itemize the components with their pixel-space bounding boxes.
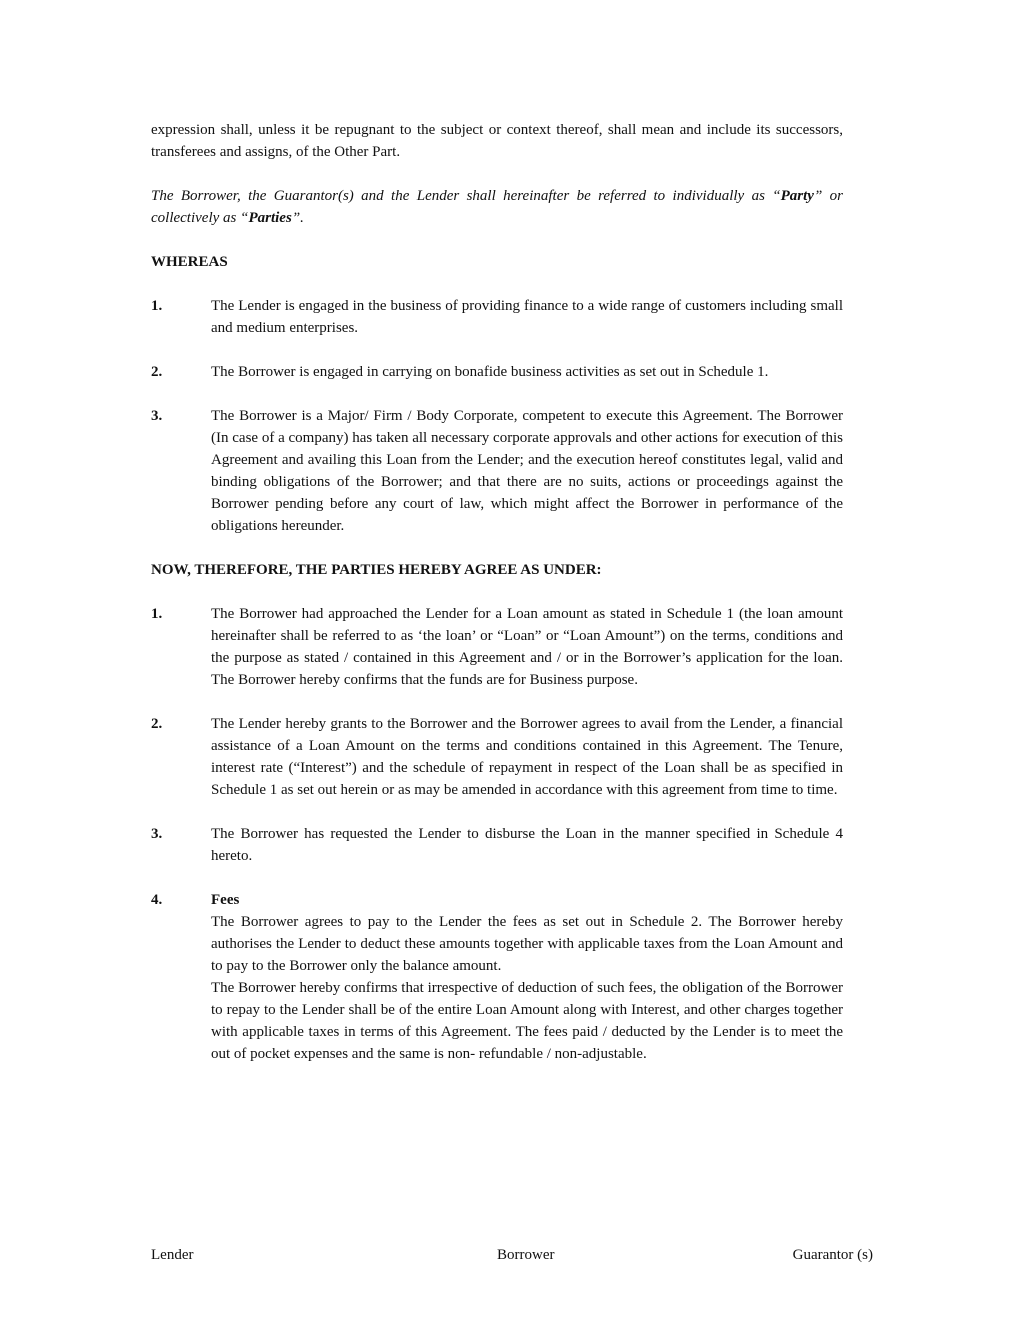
- parties-def-middle: ” or collectively as “: [151, 188, 843, 226]
- whereas-item-3: [151, 405, 843, 537]
- item-text: The Borrower is engaged in carrying on bonafide business activities as set out in Schedule 1.: [211, 364, 769, 380]
- parties-def-suffix: ”.: [291, 210, 304, 226]
- item-number: 3.: [151, 826, 163, 842]
- item-number: 2.: [151, 716, 163, 732]
- item-text: The Lender hereby grants to the Borrower and the Borrower agrees to avail from the Lender, a financial assistance of a Loan Amount on the terms and conditions contained in this Agreement. The Tenure, interest rate (“Interest”) and the schedule of repayment in respect of the Loan shall be as specified in Schedule 1 as set out herein or as may be amended in accordance with this agreement from time to time.: [211, 716, 843, 798]
- intro-paragraph: expression shall, unless it be repugnant to the subject or context thereof, shall mean and include its successors, transferees and assigns, of the Other Part.: [151, 122, 843, 160]
- item-text: The Borrower has requested the Lender to disburse the Loan in the manner specified in Schedule 4 hereto.: [211, 826, 843, 864]
- footer-lender: Lender: [151, 1247, 194, 1263]
- document-page: [151, 119, 843, 1087]
- whereas-item-1: [151, 295, 843, 339]
- agree-item-3: [151, 823, 843, 867]
- item-text: The Borrower had approached the Lender for a Loan amount as stated in Schedule 1 (the loan amount hereinafter shall be referred to as ‘the loan’ or “Loan” or “Loan Amount”) on the terms, conditions and the purpose as stated / contained in this Agreement and / or in the Borrower’s application for the loan. The Borrower hereby confirms that the funds are for Business purpose.: [211, 606, 843, 688]
- party-term: Party: [780, 188, 814, 204]
- agree-item-1: [151, 603, 843, 691]
- agree-item-4-fees: [151, 889, 843, 1065]
- fees-paragraph-2: The Borrower hereby confirms that irrespective of deduction of such fees, the obligation of the Borrower to repay to the Lender shall be of the entire Loan Amount along with Interest, and other charges together with applicable taxes in terms of this Agreement. The fees paid / deducted by the Lender is to meet the out of pocket expenses and the same is non- refundable / non-adjustable.: [211, 980, 843, 1062]
- footer-borrower: Borrower: [497, 1247, 555, 1263]
- item-number: 4.: [151, 892, 163, 908]
- whereas-item-2: [151, 361, 843, 383]
- signature-footer: [151, 1244, 873, 1266]
- agree-heading: NOW, THEREFORE, THE PARTIES HEREBY AGREE AS UNDER:: [151, 562, 602, 578]
- parties-term: Parties: [248, 210, 292, 226]
- fees-paragraph-1: The Borrower agrees to pay to the Lender the fees as set out in Schedule 2. The Borrower hereby authorises the Lender to deduct these amounts together with applicable taxes from the Loan Amount and to pay to the Borrower only the balance amount.: [211, 914, 843, 974]
- item-number: 1.: [151, 606, 163, 622]
- item-text: The Lender is engaged in the business of providing finance to a wide range of customers including small and medium enterprises.: [211, 298, 843, 336]
- whereas-heading: WHEREAS: [151, 254, 228, 270]
- item-number: 2.: [151, 364, 163, 380]
- item-number: 3.: [151, 408, 163, 424]
- fees-title: Fees: [211, 892, 240, 908]
- parties-def-prefix: The Borrower, the Guarantor(s) and the Lender shall hereinafter be referred to individually as “: [151, 188, 781, 204]
- item-number: 1.: [151, 298, 163, 314]
- footer-guarantor: Guarantor (s): [792, 1247, 873, 1263]
- item-text: The Borrower is a Major/ Firm / Body Corporate, competent to execute this Agreement. The Borrower (In case of a company) has taken all necessary corporate approvals and other actions for execution of this Agreement and availing this Loan from the Lender; and the execution hereof constitutes legal, valid and binding obligations of the Borrower; and that there are no suits, actions or proceedings against the Borrower pending before any court of law, which might affect the Borrower in performance of the obligations hereunder.: [211, 408, 843, 534]
- agree-item-2: [151, 713, 843, 801]
- parties-definition: [151, 185, 843, 229]
